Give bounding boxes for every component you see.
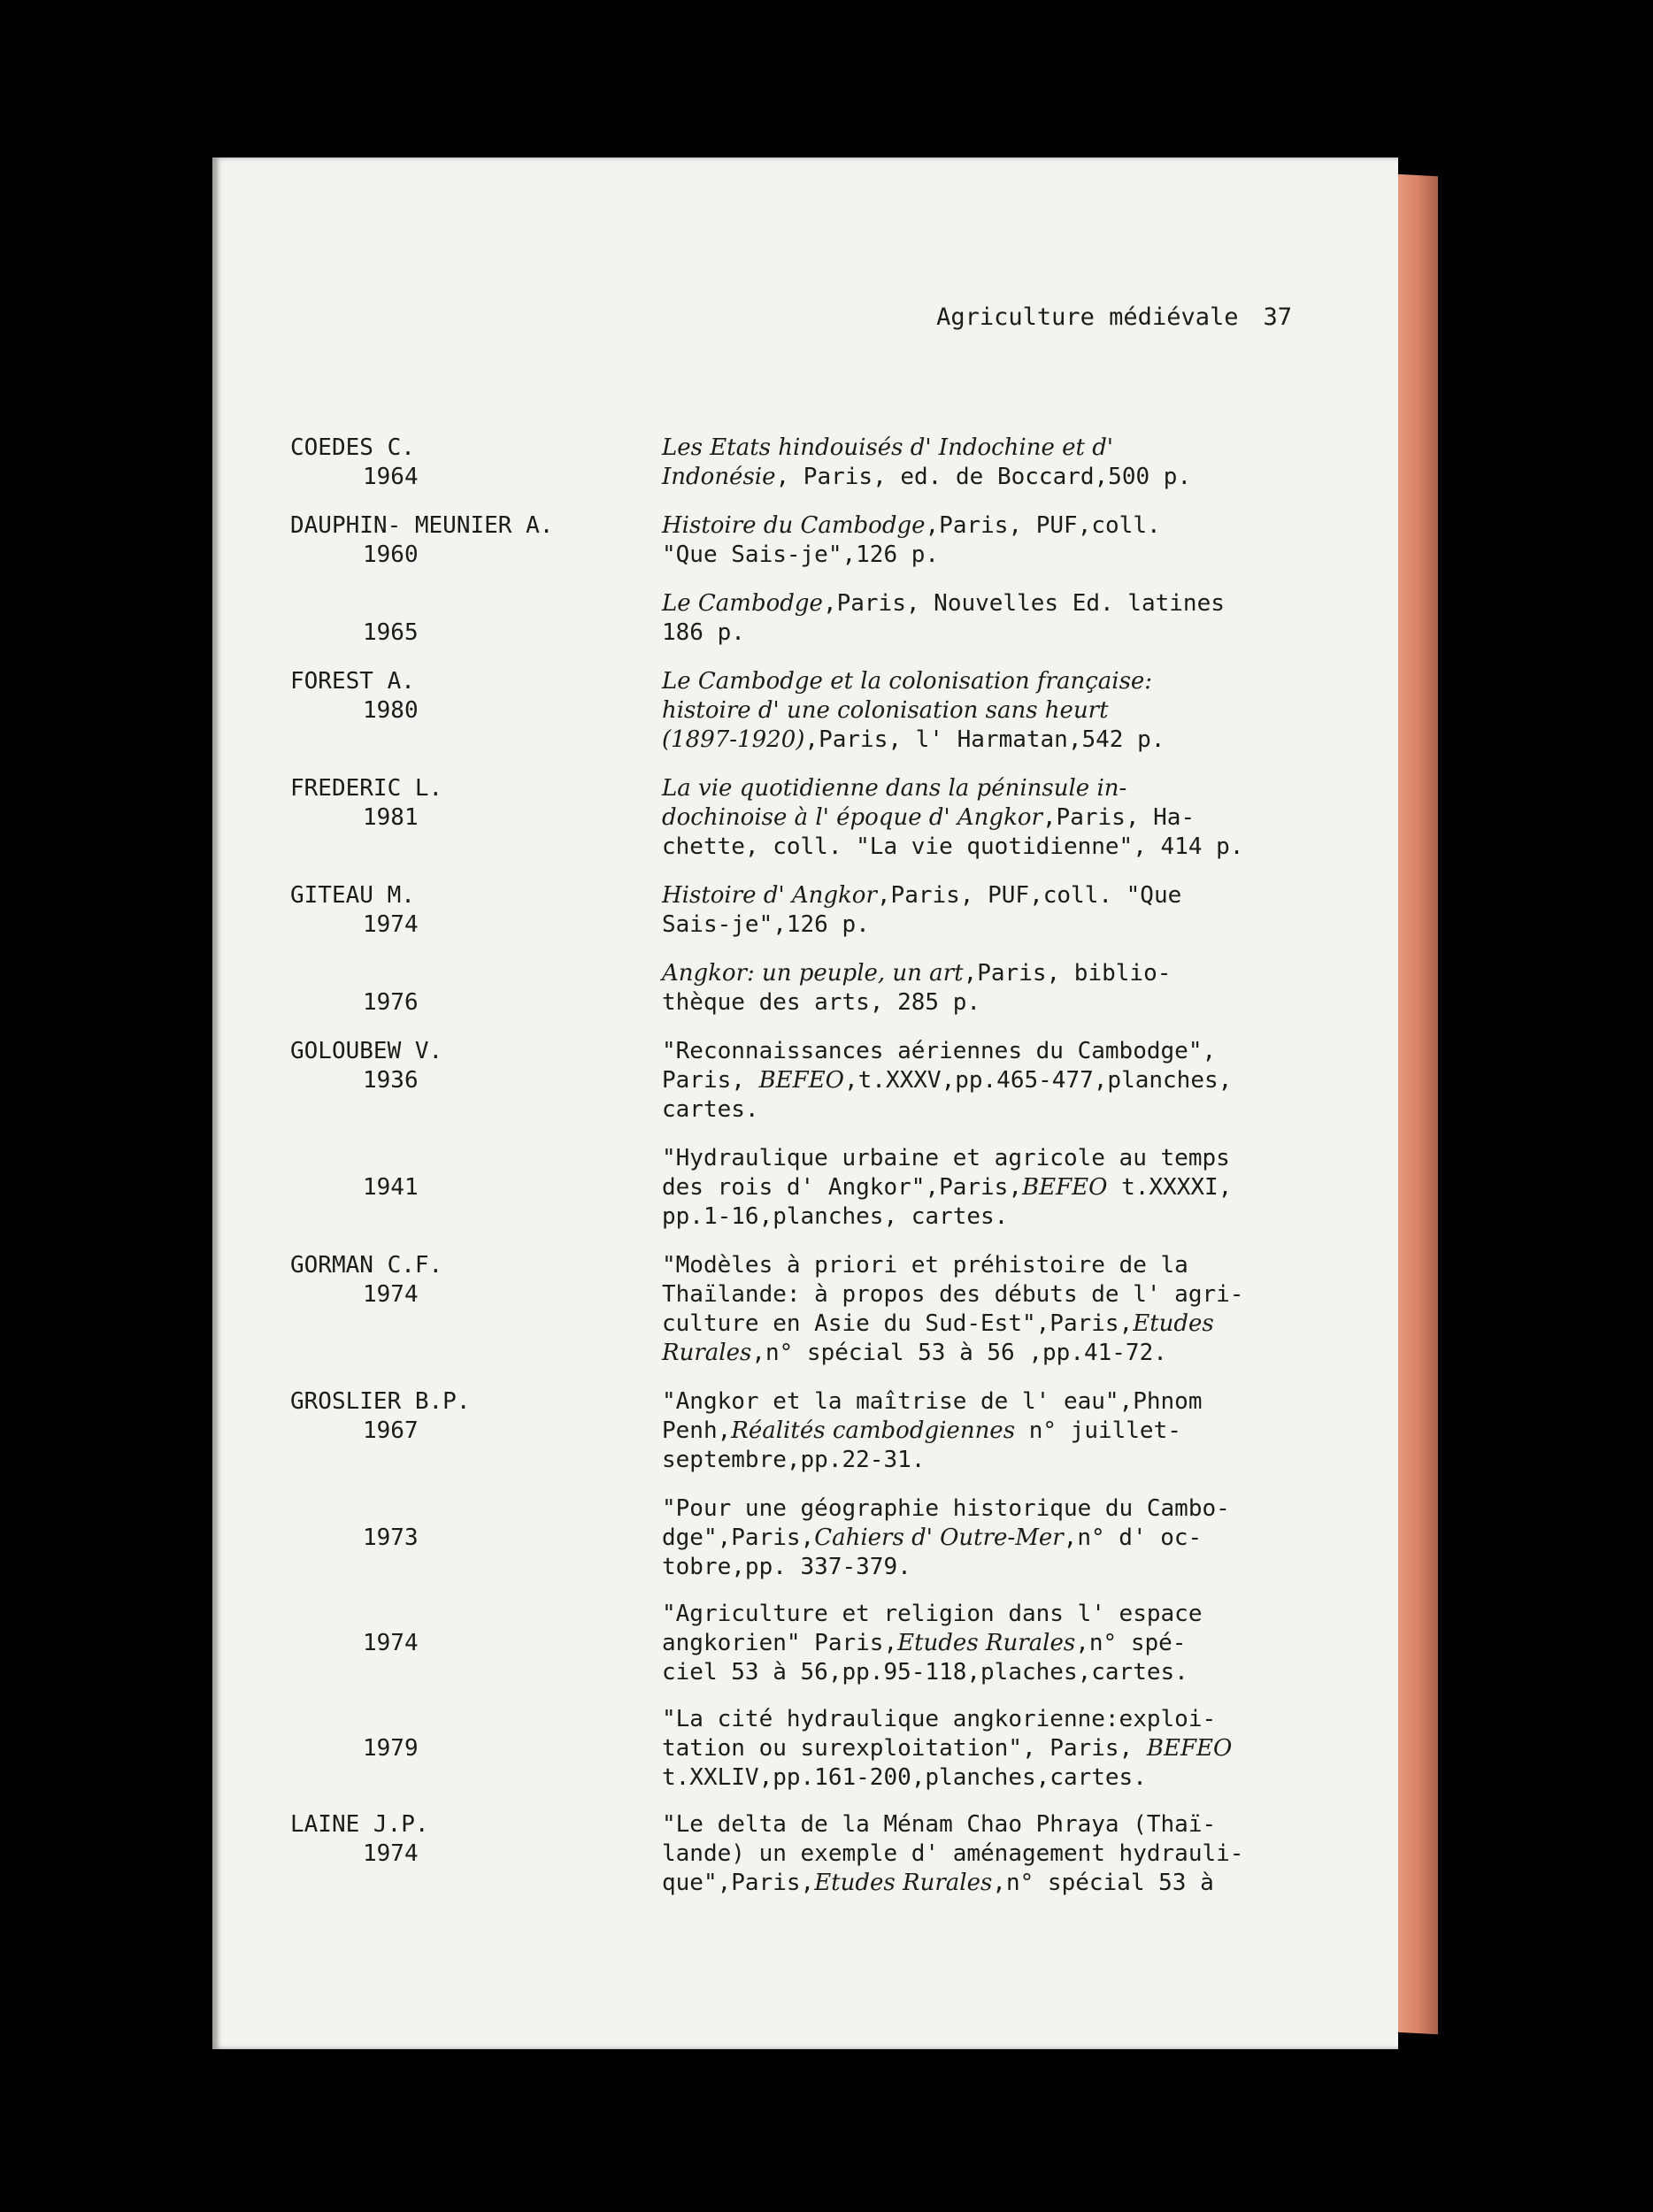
reference-text: ,t.XXXV,pp.465-477,planches, (844, 1067, 1233, 1094)
bibliography-entry (290, 1810, 1343, 1898)
entry-author: GOLOUBEW V. (290, 1038, 443, 1064)
reference-text: chette, coll. "La vie quotidienne", 414 p. (662, 833, 1244, 860)
reference-text: lande) un exemple d' aménagement hydrauli- (662, 1840, 1244, 1867)
reference-text: t.XXLIV,pp.161-200,planches,cartes. (662, 1764, 1147, 1791)
reference-line (662, 910, 1246, 940)
italic-title-text: Cahiers d' Outre-Mer (814, 1525, 1064, 1551)
reference-line (662, 1251, 1246, 1280)
reference-line (662, 589, 1246, 618)
reference-line (662, 1037, 1246, 1066)
reference-text: "La cité hydraulique angkorienne:exploi- (662, 1706, 1217, 1732)
reference-text: "Modèles à priori et préhistoire de la (662, 1252, 1188, 1279)
reference-text: ,Paris, Nouvelles Ed. latines (822, 590, 1225, 617)
reference-line (662, 541, 1246, 570)
reference-text: Paris, (662, 1067, 759, 1094)
italic-title-text: Histoire du Cambodge (662, 512, 926, 539)
reference-line (662, 1173, 1246, 1202)
entry-year: 1941 (363, 1174, 419, 1201)
reference-text: des rois d' Angkor",Paris, (662, 1174, 1022, 1201)
entry-author-block (290, 1705, 662, 1793)
entry-author (290, 1705, 662, 1734)
reference-text: dge",Paris, (662, 1525, 815, 1551)
entry-year: 1936 (363, 1067, 419, 1094)
bibliography-entry (290, 1494, 1343, 1582)
reference-text: ,Paris, Ha- (1042, 804, 1196, 831)
reference-line (662, 1763, 1246, 1793)
entry-reference (662, 1600, 1246, 1687)
entry-reference (662, 511, 1246, 570)
italic-title-text: Rurales (662, 1340, 752, 1366)
entry-author (290, 959, 662, 988)
entry-author: COEDES C. (290, 434, 415, 461)
reference-line (662, 1600, 1246, 1629)
entry-author (290, 1600, 662, 1629)
entry-author-block (290, 1251, 662, 1368)
bibliography-entry (290, 434, 1343, 492)
reference-line (662, 1839, 1246, 1869)
reference-line (662, 434, 1246, 463)
reference-line (662, 774, 1246, 803)
entry-reference (662, 1387, 1246, 1475)
italic-title-text: La vie quotidienne dans la péninsule in- (662, 775, 1127, 802)
reference-text: "Hydraulique urbaine et agricole au temps (662, 1145, 1230, 1171)
entry-reference (662, 589, 1246, 648)
reference-line (662, 1810, 1246, 1839)
reference-line (662, 1144, 1246, 1173)
entry-author-block (290, 1387, 662, 1475)
entry-reference (662, 959, 1246, 1018)
entry-author (290, 1144, 662, 1173)
reference-line (662, 1524, 1246, 1553)
reference-text: ,n° spécial 53 à (992, 1870, 1214, 1896)
reference-line (662, 1553, 1246, 1582)
reference-text: Penh, (662, 1417, 732, 1444)
reference-line (662, 1202, 1246, 1232)
reference-text: ,Paris, PUF,coll. "Que (876, 882, 1182, 909)
italic-title-text: Le Cambodge (662, 590, 823, 617)
entry-author-block (290, 667, 662, 755)
entry-reference (662, 1037, 1246, 1125)
reference-line (662, 1095, 1246, 1125)
bibliography-list (290, 414, 1343, 1898)
reference-text: ,n° d' oc- (1063, 1525, 1203, 1551)
entry-year: 1974 (363, 911, 419, 938)
running-header (936, 303, 1292, 331)
entry-author: GORMAN C.F. (290, 1252, 443, 1279)
italic-title-text: Le Cambodge et la colonisation française: (662, 668, 1153, 695)
reference-line (662, 511, 1246, 541)
reference-text: pp.1-16,planches, cartes. (662, 1203, 1009, 1230)
entry-author-block (290, 1494, 662, 1582)
entry-author-block (290, 1810, 662, 1898)
reference-text: ,Paris, l' Harmatan,542 p. (804, 726, 1165, 753)
entry-reference (662, 774, 1246, 862)
bibliography-entry (290, 1037, 1343, 1125)
bibliography-entry (290, 1387, 1343, 1475)
reference-text: n° juillet- (1015, 1417, 1181, 1444)
bibliography-entry (290, 881, 1343, 940)
bibliography-entry (290, 774, 1343, 862)
reference-text: "Reconnaissances aériennes du Cambodge", (662, 1038, 1217, 1064)
reference-text: ,n° spécial 53 à 56 ,pp.41-72. (751, 1340, 1167, 1366)
entry-year: 1964 (363, 464, 419, 490)
italic-title-text: Etudes (1133, 1310, 1214, 1337)
reference-text: Sais-je",126 p. (662, 911, 870, 938)
reference-line (662, 1339, 1246, 1368)
italic-title-text: Angkor: un peuple, un art (662, 960, 964, 987)
italic-title-text: Histoire d' Angkor (662, 882, 877, 909)
reference-line (662, 1446, 1246, 1475)
reference-line (662, 1734, 1246, 1763)
reference-line (662, 959, 1246, 988)
reference-line (662, 618, 1246, 648)
reference-line (662, 463, 1246, 492)
entry-year: 1974 (363, 1281, 419, 1308)
entry-year: 1974 (363, 1630, 419, 1656)
reference-text: ,Paris, PUF,coll. (925, 512, 1161, 539)
reference-text: culture en Asie du Sud-Est",Paris, (662, 1310, 1134, 1337)
reference-text: "Que Sais-je",126 p. (662, 541, 940, 568)
reference-text: , Paris, ed. de Boccard,500 p. (775, 464, 1192, 490)
reference-text: "Angkor et la maîtrise de l' eau",Phnom (662, 1388, 1203, 1415)
entry-year: 1981 (363, 804, 419, 831)
entry-year: 1960 (363, 541, 419, 568)
reference-text: "Pour une géographie historique du Cambo- (662, 1495, 1230, 1522)
entry-year: 1974 (363, 1840, 419, 1867)
entry-reference (662, 434, 1246, 492)
italic-title-text: BEFEO (1146, 1735, 1233, 1762)
reference-text: 186 p. (662, 619, 745, 646)
bibliography-entry (290, 1600, 1343, 1687)
italic-title-text: BEFEO (758, 1067, 844, 1094)
reference-text: cartes. (662, 1096, 759, 1123)
entry-author: FOREST A. (290, 668, 415, 695)
reference-line (662, 1629, 1246, 1658)
entry-author: GITEAU M. (290, 882, 415, 909)
entry-author-block (290, 1600, 662, 1687)
entry-author: GROSLIER B.P. (290, 1388, 471, 1415)
entry-author-block (290, 589, 662, 648)
bibliography-entry (290, 959, 1343, 1018)
italic-title-text: Indonésie (662, 464, 776, 490)
reference-line (662, 1310, 1246, 1339)
entry-reference (662, 1494, 1246, 1582)
entry-author-block (290, 1037, 662, 1125)
page-number: 37 (1263, 303, 1292, 331)
entry-author-block (290, 511, 662, 570)
entry-author-block (290, 1144, 662, 1232)
entry-year: 1973 (363, 1525, 419, 1551)
reference-line (662, 833, 1246, 862)
bibliography-entry (290, 1705, 1343, 1793)
reference-line (662, 1494, 1246, 1524)
reference-line (662, 1869, 1246, 1898)
entry-author: DAUPHIN- MEUNIER A. (290, 512, 554, 539)
reference-line (662, 803, 1246, 833)
reference-line (662, 1066, 1246, 1095)
reference-text: tobre,pp. 337-379. (662, 1554, 911, 1580)
bibliography-entry (290, 1251, 1343, 1368)
reference-text: "Le delta de la Ménam Chao Phraya (Thaï- (662, 1811, 1217, 1838)
bibliography-entry (290, 1144, 1343, 1232)
entry-author (290, 1494, 662, 1524)
reference-line (662, 1387, 1246, 1417)
bibliography-entry (290, 511, 1343, 570)
reference-text: Thaïlande: à propos des débuts de l' agri- (662, 1281, 1244, 1308)
reference-text: thèque des arts, 285 p. (662, 989, 981, 1016)
reference-line (662, 1658, 1246, 1687)
entry-reference (662, 1705, 1246, 1793)
reference-text: ,n° spé- (1075, 1630, 1187, 1656)
entry-reference (662, 1144, 1246, 1232)
entry-author-block (290, 959, 662, 1018)
reference-line (662, 988, 1246, 1018)
italic-title-text: (1897-1920) (662, 726, 805, 753)
bibliography-entry (290, 589, 1343, 648)
italic-title-text: Etudes Rurales (814, 1870, 993, 1896)
reference-line (662, 1280, 1246, 1310)
reference-line (662, 1417, 1246, 1446)
entry-author (290, 589, 662, 618)
reference-text: que",Paris, (662, 1870, 815, 1896)
bibliography-entry (290, 667, 1343, 755)
reference-text: angkorien" Paris, (662, 1630, 898, 1656)
italic-title-text: Réalités cambodgiennes (731, 1417, 1016, 1444)
reference-text: ciel 53 à 56,pp.95-118,plaches,cartes. (662, 1659, 1188, 1686)
reference-line (662, 667, 1246, 696)
entry-year: 1976 (363, 989, 419, 1016)
entry-year: 1967 (363, 1417, 419, 1444)
reference-line (662, 1705, 1246, 1734)
italic-title-text: BEFEO (1022, 1174, 1108, 1201)
entry-author: LAINE J.P. (290, 1811, 429, 1838)
entry-year: 1979 (363, 1735, 419, 1762)
reference-line (662, 726, 1246, 755)
running-title: Agriculture médiévale (936, 303, 1239, 331)
entry-reference (662, 1251, 1246, 1368)
entry-author-block (290, 434, 662, 492)
reference-text: ,Paris, biblio- (963, 960, 1172, 987)
entry-reference (662, 667, 1246, 755)
entry-year: 1965 (363, 619, 419, 646)
reference-text: t.XXXXI, (1107, 1174, 1233, 1201)
reference-text: septembre,pp.22-31. (662, 1447, 926, 1473)
italic-title-text: histoire d' une colonisation sans heurt (662, 697, 1109, 724)
reference-text: tation ou surexploitation", Paris, (662, 1735, 1147, 1762)
entry-reference (662, 881, 1246, 940)
italic-title-text: Etudes Rurales (897, 1630, 1076, 1656)
reference-line (662, 881, 1246, 910)
italic-title-text: dochinoise à l' époque d' Angkor (662, 804, 1042, 831)
entry-author-block (290, 774, 662, 862)
italic-title-text: Les Etats hindouisés d' Indochine et d' (662, 434, 1114, 461)
reference-text: "Agriculture et religion dans l' espace (662, 1601, 1203, 1627)
reference-line (662, 696, 1246, 726)
entry-author: FREDERIC L. (290, 775, 443, 802)
entry-reference (662, 1810, 1246, 1898)
entry-author-block (290, 881, 662, 940)
entry-year: 1980 (363, 697, 419, 724)
book-page (212, 157, 1398, 2049)
